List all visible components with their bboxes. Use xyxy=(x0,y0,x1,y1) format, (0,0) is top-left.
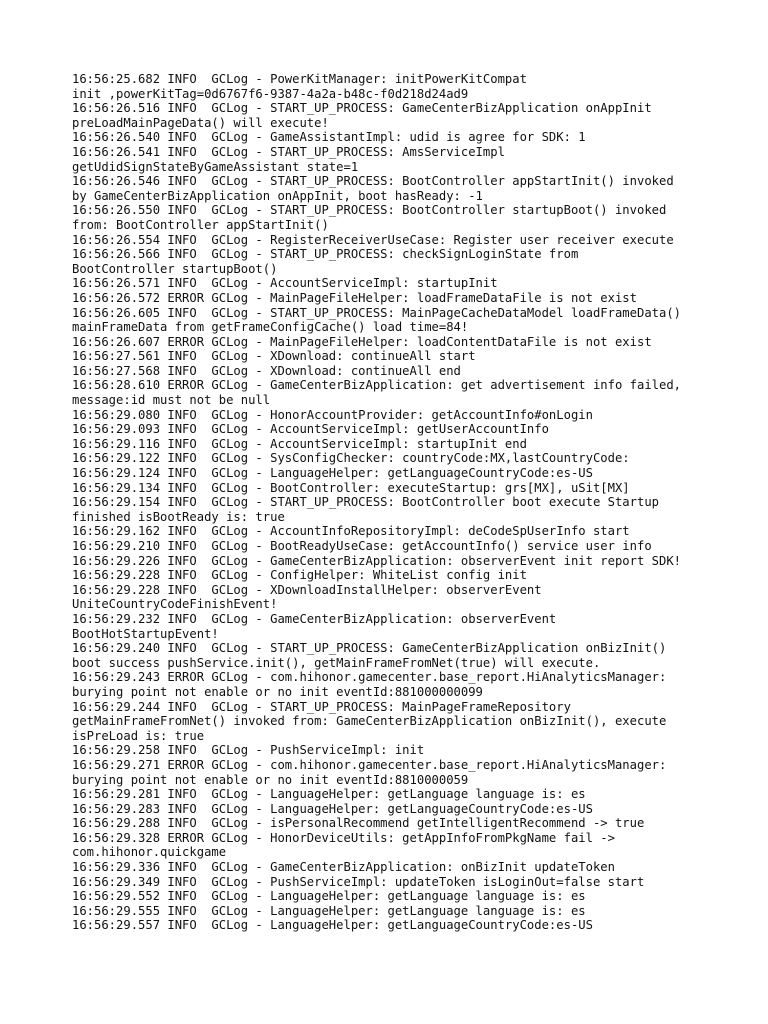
log-line: burying point not enable or no init eventId:8810000059 xyxy=(72,772,469,787)
log-line: 16:56:29.557 INFO GCLog - LanguageHelper: getLanguageCountryCode:es-US xyxy=(72,918,593,933)
log-line: 16:56:29.336 INFO GCLog - GameCenterBizApplication: onBizInit updateToken xyxy=(72,860,615,875)
log-text-block xyxy=(72,72,712,933)
log-line: 16:56:29.258 INFO GCLog - PushServiceImpl: init xyxy=(72,743,425,758)
log-line: 16:56:29.232 INFO GCLog - GameCenterBizApplication: observerEvent xyxy=(72,611,557,626)
log-line: 16:56:29.228 INFO GCLog - XDownloadInstallHelper: observerEvent xyxy=(72,582,542,597)
log-line: 16:56:26.554 INFO GCLog - RegisterReceiverUseCase: Register user receiver execute xyxy=(72,232,674,247)
log-line: 16:56:29.552 INFO GCLog - LanguageHelper: getLanguage language is: es xyxy=(72,889,586,904)
log-line: preLoadMainPageData() will execute! xyxy=(72,115,329,130)
log-line: 16:56:29.124 INFO GCLog - LanguageHelper: getLanguageCountryCode:es-US xyxy=(72,466,593,481)
log-line: 16:56:29.154 INFO GCLog - START_UP_PROCESS: BootController boot execute Startup xyxy=(72,495,659,510)
log-line: 16:56:29.240 INFO GCLog - START_UP_PROCESS: GameCenterBizApplication onBizInit() xyxy=(72,641,667,656)
log-line: 16:56:26.566 INFO GCLog - START_UP_PROCESS: checkSignLoginState from xyxy=(72,247,579,262)
log-line: 16:56:25.682 INFO GCLog - PowerKitManager: initPowerKitCompat xyxy=(72,72,527,86)
log-line: 16:56:29.122 INFO GCLog - SysConfigChecker: countryCode:MX,lastCountryCode: xyxy=(72,451,630,466)
log-line: from: BootController appStartInit() xyxy=(72,217,329,232)
log-line: 16:56:26.572 ERROR GCLog - MainPageFileHelper: loadFrameDataFile is not exist xyxy=(72,290,637,305)
log-line: 16:56:27.568 INFO GCLog - XDownload: continueAll end xyxy=(72,363,461,378)
log-line: 16:56:26.516 INFO GCLog - START_UP_PROCESS: GameCenterBizApplication onAppInit xyxy=(72,101,652,116)
log-line: message:id must not be null xyxy=(72,393,271,408)
log-line: 16:56:26.605 INFO GCLog - START_UP_PROCESS: MainPageCacheDataModel loadFrameData() xyxy=(72,305,682,320)
log-line: 16:56:29.093 INFO GCLog - AccountServiceImpl: getUserAccountInfo xyxy=(72,422,549,437)
log-line: 16:56:29.080 INFO GCLog - HonorAccountProvider: getAccountInfo#onLogin xyxy=(72,407,593,422)
log-line: BootController startupBoot() xyxy=(72,261,278,276)
log-line: burying point not enable or no init eventId:881000000099 xyxy=(72,684,483,699)
log-line: init ,powerKitTag=0d6767f6-9387-4a2a-b48c-f0d218d24ad9 xyxy=(72,86,469,101)
log-line: UniteCountryCodeFinishEvent! xyxy=(72,597,278,612)
log-line: isPreLoad is: true xyxy=(72,728,205,743)
log-line: 16:56:29.288 INFO GCLog - isPersonalRecommend getIntelligentRecommend -> true xyxy=(72,816,645,831)
log-line: 16:56:29.228 INFO GCLog - ConfigHelper: WhiteList config init xyxy=(72,568,527,583)
log-line: mainFrameData from getFrameConfigCache() load time=84! xyxy=(72,320,469,335)
log-line: 16:56:26.550 INFO GCLog - START_UP_PROCESS: BootController startupBoot() invoked xyxy=(72,203,667,218)
log-line: 16:56:29.328 ERROR GCLog - HonorDeviceUtils: getAppInfoFromPkgName fail -> xyxy=(72,830,615,845)
log-line: 16:56:29.271 ERROR GCLog - com.hihonor.gamecenter.base_report.HiAnalyticsManager: xyxy=(72,757,667,772)
log-line: 16:56:26.546 INFO GCLog - START_UP_PROCESS: BootController appStartInit() invoked xyxy=(72,174,674,189)
log-line: 16:56:29.226 INFO GCLog - GameCenterBizApplication: observerEvent init report SDK! xyxy=(72,553,682,568)
log-line: 16:56:29.243 ERROR GCLog - com.hihonor.gamecenter.base_report.HiAnalyticsManager: xyxy=(72,670,667,685)
log-line: 16:56:29.349 INFO GCLog - PushServiceImpl: updateToken isLoginOut=false start xyxy=(72,874,645,889)
log-line: 16:56:29.210 INFO GCLog - BootReadyUseCase: getAccountInfo() service user info xyxy=(72,539,652,553)
log-line: 16:56:26.541 INFO GCLog - START_UP_PROCESS: AmsServiceImpl xyxy=(72,144,505,159)
log-line: 16:56:29.134 INFO GCLog - BootController: executeStartup: grs[MX], uSit[MX] xyxy=(72,480,630,495)
log-line: com.hihonor.quickgame xyxy=(72,845,227,860)
log-line: 16:56:28.610 ERROR GCLog - GameCenterBizApplication: get advertisement info failed, xyxy=(72,378,682,393)
log-line: 16:56:26.540 INFO GCLog - GameAssistantImpl: udid is agree for SDK: 1 xyxy=(72,130,586,145)
log-line: 16:56:29.555 INFO GCLog - LanguageHelper: getLanguage language is: es xyxy=(72,903,586,918)
log-line: 16:56:29.244 INFO GCLog - START_UP_PROCESS: MainPageFrameRepository xyxy=(72,699,571,714)
log-line: boot success pushService.init(), getMainFrameFromNet(true) will execute. xyxy=(72,655,601,670)
log-line: by GameCenterBizApplication onAppInit, boot hasReady: -1 xyxy=(72,188,483,203)
log-line: 16:56:29.116 INFO GCLog - AccountServiceImpl: startupInit end xyxy=(72,436,527,451)
log-line: 16:56:26.571 INFO GCLog - AccountServiceImpl: startupInit xyxy=(72,276,498,291)
log-line: 16:56:29.281 INFO GCLog - LanguageHelper: getLanguage language is: es xyxy=(72,787,586,802)
log-line: 16:56:27.561 INFO GCLog - XDownload: continueAll start xyxy=(72,349,476,364)
log-line: finished isBootReady is: true xyxy=(72,509,285,524)
log-line: 16:56:29.162 INFO GCLog - AccountInfoRepositoryImpl: deCodeSpUserInfo start xyxy=(72,524,630,539)
log-line: 16:56:29.283 INFO GCLog - LanguageHelper: getLanguageCountryCode:es-US xyxy=(72,801,593,816)
log-line: getUdidSignStateByGameAssistant state=1 xyxy=(72,159,359,174)
log-line: getMainFrameFromNet() invoked from: GameCenterBizApplication onBizInit(), execute xyxy=(72,714,667,729)
log-line: 16:56:26.607 ERROR GCLog - MainPageFileHelper: loadContentDataFile is not exist xyxy=(72,334,652,349)
log-line: BootHotStartupEvent! xyxy=(72,626,219,641)
